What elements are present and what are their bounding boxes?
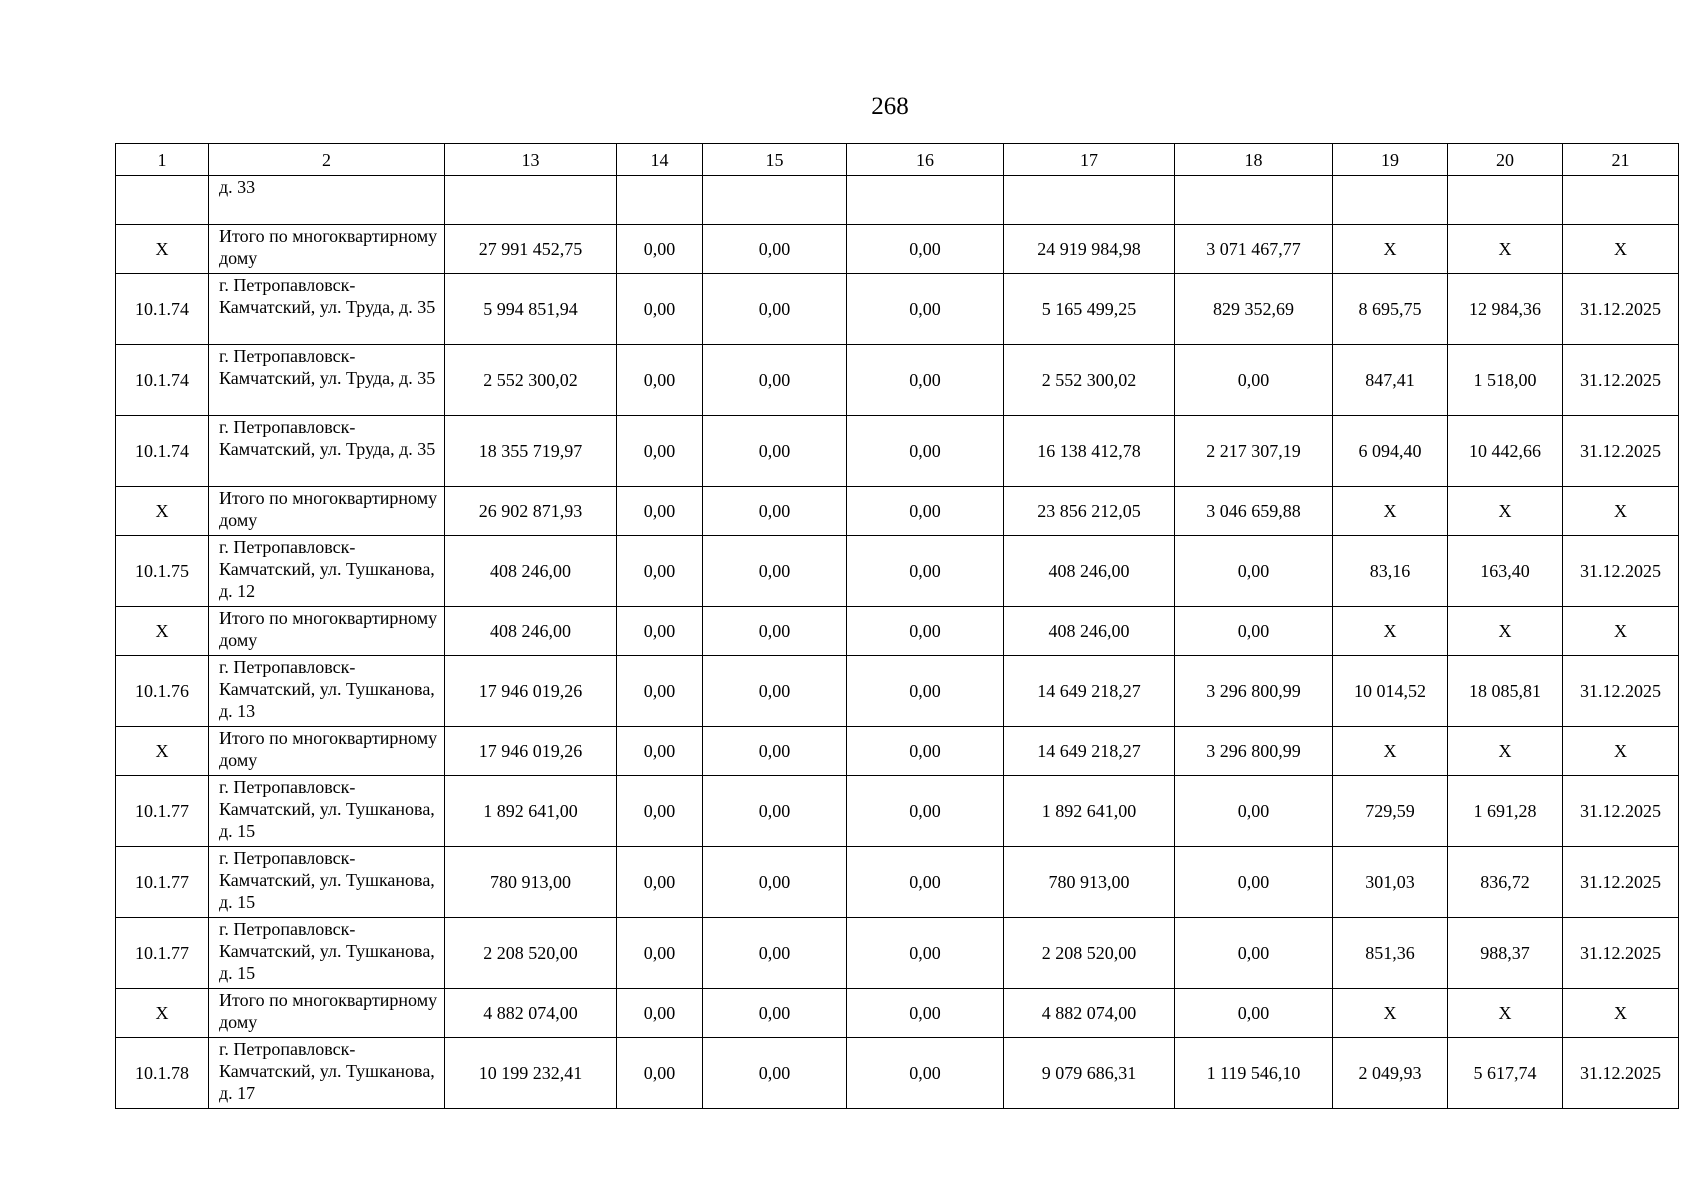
cell-col-16: 0,00 bbox=[847, 727, 1004, 776]
cell-col-17 bbox=[1004, 176, 1175, 225]
cell-date: X bbox=[1563, 225, 1679, 274]
column-header-16: 16 bbox=[847, 144, 1004, 176]
cell-col-13 bbox=[445, 176, 617, 225]
cell-col-19 bbox=[1333, 176, 1448, 225]
cell-address: г. Петропавловск-Камчатский, ул. Труда, д. 35 bbox=[209, 274, 445, 345]
column-header-19: 19 bbox=[1333, 144, 1448, 176]
cell-col-16: 0,00 bbox=[847, 345, 1004, 416]
cell-col-19: X bbox=[1333, 225, 1448, 274]
cell-date bbox=[1563, 176, 1679, 225]
cell-col-14: 0,00 bbox=[617, 776, 703, 847]
cell-col-20: 1 691,28 bbox=[1448, 776, 1563, 847]
cell-col-17: 408 246,00 bbox=[1004, 536, 1175, 607]
cell-col-15: 0,00 bbox=[703, 918, 847, 989]
table-row-total bbox=[116, 727, 1679, 776]
cell-col-13: 10 199 232,41 bbox=[445, 1038, 617, 1109]
cell-col-15: 0,00 bbox=[703, 416, 847, 487]
cell-col-15: 0,00 bbox=[703, 727, 847, 776]
cell-col-18: 0,00 bbox=[1175, 918, 1333, 989]
cell-col-18: 0,00 bbox=[1175, 536, 1333, 607]
table-row bbox=[116, 416, 1679, 487]
cell-col-13: 27 991 452,75 bbox=[445, 225, 617, 274]
cell-address: г. Петропавловск-Камчатский, ул. Тушканова, д. 15 bbox=[209, 847, 445, 918]
cell-address: Итого по многоквартирному дому bbox=[209, 727, 445, 776]
cell-col-15: 0,00 bbox=[703, 487, 847, 536]
cell-col-17: 4 882 074,00 bbox=[1004, 989, 1175, 1038]
cell-col-14: 0,00 bbox=[617, 345, 703, 416]
cell-col-15: 0,00 bbox=[703, 536, 847, 607]
cell-item-number: 10.1.77 bbox=[116, 776, 209, 847]
cell-col-18: 0,00 bbox=[1175, 847, 1333, 918]
cell-col-18: 0,00 bbox=[1175, 345, 1333, 416]
cell-address: г. Петропавловск-Камчатский, ул. Тушканова, д. 13 bbox=[209, 656, 445, 727]
cell-col-20: 12 984,36 bbox=[1448, 274, 1563, 345]
table-body bbox=[116, 176, 1679, 1109]
cell-col-16: 0,00 bbox=[847, 1038, 1004, 1109]
cell-col-20: 836,72 bbox=[1448, 847, 1563, 918]
cell-col-18: 3 046 659,88 bbox=[1175, 487, 1333, 536]
cell-col-18: 0,00 bbox=[1175, 989, 1333, 1038]
column-header-20: 20 bbox=[1448, 144, 1563, 176]
table-row-total bbox=[116, 989, 1679, 1038]
cell-col-17: 408 246,00 bbox=[1004, 607, 1175, 656]
cell-col-19: X bbox=[1333, 727, 1448, 776]
cell-col-19: 6 094,40 bbox=[1333, 416, 1448, 487]
cell-col-15: 0,00 bbox=[703, 225, 847, 274]
cell-item-number: X bbox=[116, 225, 209, 274]
cell-col-14: 0,00 bbox=[617, 536, 703, 607]
cell-col-13: 1 892 641,00 bbox=[445, 776, 617, 847]
cell-col-19: X bbox=[1333, 607, 1448, 656]
cell-item-number: 10.1.76 bbox=[116, 656, 209, 727]
table-row bbox=[116, 274, 1679, 345]
data-table bbox=[115, 143, 1679, 1109]
cell-col-16: 0,00 bbox=[847, 225, 1004, 274]
table-row bbox=[116, 918, 1679, 989]
cell-col-15: 0,00 bbox=[703, 1038, 847, 1109]
cell-item-number bbox=[116, 176, 209, 225]
column-header-13: 13 bbox=[445, 144, 617, 176]
cell-col-18: 0,00 bbox=[1175, 607, 1333, 656]
cell-address: Итого по многоквартирному дому bbox=[209, 607, 445, 656]
cell-col-19: X bbox=[1333, 487, 1448, 536]
cell-col-15 bbox=[703, 176, 847, 225]
cell-col-20: 5 617,74 bbox=[1448, 1038, 1563, 1109]
cell-address: г. Петропавловск-Камчатский, ул. Тушканова, д. 15 bbox=[209, 918, 445, 989]
cell-item-number: 10.1.74 bbox=[116, 345, 209, 416]
cell-col-19: 83,16 bbox=[1333, 536, 1448, 607]
cell-col-15: 0,00 bbox=[703, 607, 847, 656]
cell-col-20: 10 442,66 bbox=[1448, 416, 1563, 487]
cell-col-16: 0,00 bbox=[847, 274, 1004, 345]
table-row bbox=[116, 1038, 1679, 1109]
cell-col-16: 0,00 bbox=[847, 416, 1004, 487]
column-number-row bbox=[116, 144, 1679, 176]
cell-col-18 bbox=[1175, 176, 1333, 225]
cell-address: г. Петропавловск-Камчатский, ул. Тушканова, д. 17 bbox=[209, 1038, 445, 1109]
cell-col-15: 0,00 bbox=[703, 989, 847, 1038]
cell-date: 31.12.2025 bbox=[1563, 1038, 1679, 1109]
cell-col-20: X bbox=[1448, 225, 1563, 274]
cell-col-16: 0,00 bbox=[847, 656, 1004, 727]
cell-item-number: 10.1.78 bbox=[116, 1038, 209, 1109]
cell-address: Итого по многоквартирному дому bbox=[209, 989, 445, 1038]
cell-col-18: 1 119 546,10 bbox=[1175, 1038, 1333, 1109]
cell-col-19: 10 014,52 bbox=[1333, 656, 1448, 727]
cell-col-14: 0,00 bbox=[617, 225, 703, 274]
cell-col-18: 3 071 467,77 bbox=[1175, 225, 1333, 274]
cell-item-number: X bbox=[116, 727, 209, 776]
cell-col-19: 301,03 bbox=[1333, 847, 1448, 918]
cell-col-17: 23 856 212,05 bbox=[1004, 487, 1175, 536]
cell-address: г. Петропавловск-Камчатский, ул. Труда, д. 35 bbox=[209, 345, 445, 416]
cell-col-17: 16 138 412,78 bbox=[1004, 416, 1175, 487]
cell-col-15: 0,00 bbox=[703, 847, 847, 918]
cell-col-13: 408 246,00 bbox=[445, 536, 617, 607]
column-header-14: 14 bbox=[617, 144, 703, 176]
cell-col-20: 163,40 bbox=[1448, 536, 1563, 607]
table-row bbox=[116, 776, 1679, 847]
cell-col-13: 2 208 520,00 bbox=[445, 918, 617, 989]
cell-address: Итого по многоквартирному дому bbox=[209, 487, 445, 536]
cell-col-14 bbox=[617, 176, 703, 225]
cell-col-13: 4 882 074,00 bbox=[445, 989, 617, 1038]
cell-col-19: 729,59 bbox=[1333, 776, 1448, 847]
cell-col-17: 14 649 218,27 bbox=[1004, 656, 1175, 727]
cell-col-14: 0,00 bbox=[617, 918, 703, 989]
cell-col-15: 0,00 bbox=[703, 656, 847, 727]
column-header-18: 18 bbox=[1175, 144, 1333, 176]
cell-col-16: 0,00 bbox=[847, 918, 1004, 989]
table-row bbox=[116, 345, 1679, 416]
table-row bbox=[116, 536, 1679, 607]
cell-date: X bbox=[1563, 607, 1679, 656]
page-number: 268 bbox=[871, 93, 909, 120]
cell-date: 31.12.2025 bbox=[1563, 847, 1679, 918]
cell-col-14: 0,00 bbox=[617, 1038, 703, 1109]
cell-col-16 bbox=[847, 176, 1004, 225]
table-row bbox=[116, 176, 1679, 225]
cell-col-13: 780 913,00 bbox=[445, 847, 617, 918]
cell-col-18: 2 217 307,19 bbox=[1175, 416, 1333, 487]
column-header-15: 15 bbox=[703, 144, 847, 176]
cell-date: 31.12.2025 bbox=[1563, 345, 1679, 416]
cell-col-17: 9 079 686,31 bbox=[1004, 1038, 1175, 1109]
column-header-17: 17 bbox=[1004, 144, 1175, 176]
cell-col-20: 988,37 bbox=[1448, 918, 1563, 989]
table-row-total bbox=[116, 487, 1679, 536]
cell-col-20 bbox=[1448, 176, 1563, 225]
cell-col-18: 3 296 800,99 bbox=[1175, 656, 1333, 727]
cell-col-19: 2 049,93 bbox=[1333, 1038, 1448, 1109]
table-row bbox=[116, 656, 1679, 727]
cell-col-15: 0,00 bbox=[703, 345, 847, 416]
cell-col-20: X bbox=[1448, 607, 1563, 656]
cell-col-17: 780 913,00 bbox=[1004, 847, 1175, 918]
cell-date: 31.12.2025 bbox=[1563, 656, 1679, 727]
cell-col-18: 0,00 bbox=[1175, 776, 1333, 847]
cell-date: X bbox=[1563, 487, 1679, 536]
cell-address: г. Петропавловск-Камчатский, ул. Труда, д. 35 bbox=[209, 416, 445, 487]
table-row bbox=[116, 847, 1679, 918]
cell-item-number: 10.1.74 bbox=[116, 416, 209, 487]
table-row-total bbox=[116, 607, 1679, 656]
cell-col-20: X bbox=[1448, 487, 1563, 536]
cell-col-15: 0,00 bbox=[703, 274, 847, 345]
cell-col-13: 18 355 719,97 bbox=[445, 416, 617, 487]
cell-item-number: X bbox=[116, 487, 209, 536]
cell-col-16: 0,00 bbox=[847, 536, 1004, 607]
cell-item-number: X bbox=[116, 607, 209, 656]
cell-col-18: 3 296 800,99 bbox=[1175, 727, 1333, 776]
cell-col-14: 0,00 bbox=[617, 727, 703, 776]
cell-item-number: 10.1.74 bbox=[116, 274, 209, 345]
cell-col-15: 0,00 bbox=[703, 776, 847, 847]
cell-col-19: X bbox=[1333, 989, 1448, 1038]
cell-col-17: 1 892 641,00 bbox=[1004, 776, 1175, 847]
cell-date: 31.12.2025 bbox=[1563, 776, 1679, 847]
cell-item-number: 10.1.77 bbox=[116, 847, 209, 918]
cell-col-14: 0,00 bbox=[617, 416, 703, 487]
cell-col-13: 2 552 300,02 bbox=[445, 345, 617, 416]
cell-date: 31.12.2025 bbox=[1563, 918, 1679, 989]
cell-col-19: 847,41 bbox=[1333, 345, 1448, 416]
cell-date: 31.12.2025 bbox=[1563, 274, 1679, 345]
cell-col-16: 0,00 bbox=[847, 989, 1004, 1038]
cell-col-14: 0,00 bbox=[617, 847, 703, 918]
cell-col-14: 0,00 bbox=[617, 989, 703, 1038]
cell-date: 31.12.2025 bbox=[1563, 416, 1679, 487]
cell-date: 31.12.2025 bbox=[1563, 536, 1679, 607]
cell-col-14: 0,00 bbox=[617, 607, 703, 656]
column-header-2: 2 bbox=[209, 144, 445, 176]
cell-address: д. 33 bbox=[209, 176, 445, 225]
cell-col-13: 26 902 871,93 bbox=[445, 487, 617, 536]
cell-col-14: 0,00 bbox=[617, 656, 703, 727]
cell-col-13: 17 946 019,26 bbox=[445, 727, 617, 776]
cell-item-number: 10.1.75 bbox=[116, 536, 209, 607]
cell-col-16: 0,00 bbox=[847, 487, 1004, 536]
cell-col-17: 14 649 218,27 bbox=[1004, 727, 1175, 776]
cell-col-19: 8 695,75 bbox=[1333, 274, 1448, 345]
cell-col-14: 0,00 bbox=[617, 487, 703, 536]
cell-col-17: 24 919 984,98 bbox=[1004, 225, 1175, 274]
cell-col-17: 2 552 300,02 bbox=[1004, 345, 1175, 416]
cell-col-14: 0,00 bbox=[617, 274, 703, 345]
cell-date: X bbox=[1563, 727, 1679, 776]
cell-col-17: 5 165 499,25 bbox=[1004, 274, 1175, 345]
cell-col-16: 0,00 bbox=[847, 847, 1004, 918]
cell-col-17: 2 208 520,00 bbox=[1004, 918, 1175, 989]
cell-col-19: 851,36 bbox=[1333, 918, 1448, 989]
cell-col-20: 18 085,81 bbox=[1448, 656, 1563, 727]
cell-address: г. Петропавловск-Камчатский, ул. Тушканова, д. 15 bbox=[209, 776, 445, 847]
cell-col-20: X bbox=[1448, 989, 1563, 1038]
cell-col-13: 408 246,00 bbox=[445, 607, 617, 656]
cell-address: Итого по многоквартирному дому bbox=[209, 225, 445, 274]
table-row-total bbox=[116, 225, 1679, 274]
cell-col-18: 829 352,69 bbox=[1175, 274, 1333, 345]
cell-date: X bbox=[1563, 989, 1679, 1038]
cell-col-20: X bbox=[1448, 727, 1563, 776]
cell-col-20: 1 518,00 bbox=[1448, 345, 1563, 416]
column-header-1: 1 bbox=[116, 144, 209, 176]
cell-col-13: 5 994 851,94 bbox=[445, 274, 617, 345]
cell-col-16: 0,00 bbox=[847, 607, 1004, 656]
column-header-21: 21 bbox=[1563, 144, 1679, 176]
cell-item-number: X bbox=[116, 989, 209, 1038]
cell-col-13: 17 946 019,26 bbox=[445, 656, 617, 727]
cell-col-16: 0,00 bbox=[847, 776, 1004, 847]
cell-item-number: 10.1.77 bbox=[116, 918, 209, 989]
cell-address: г. Петропавловск-Камчатский, ул. Тушканова, д. 12 bbox=[209, 536, 445, 607]
